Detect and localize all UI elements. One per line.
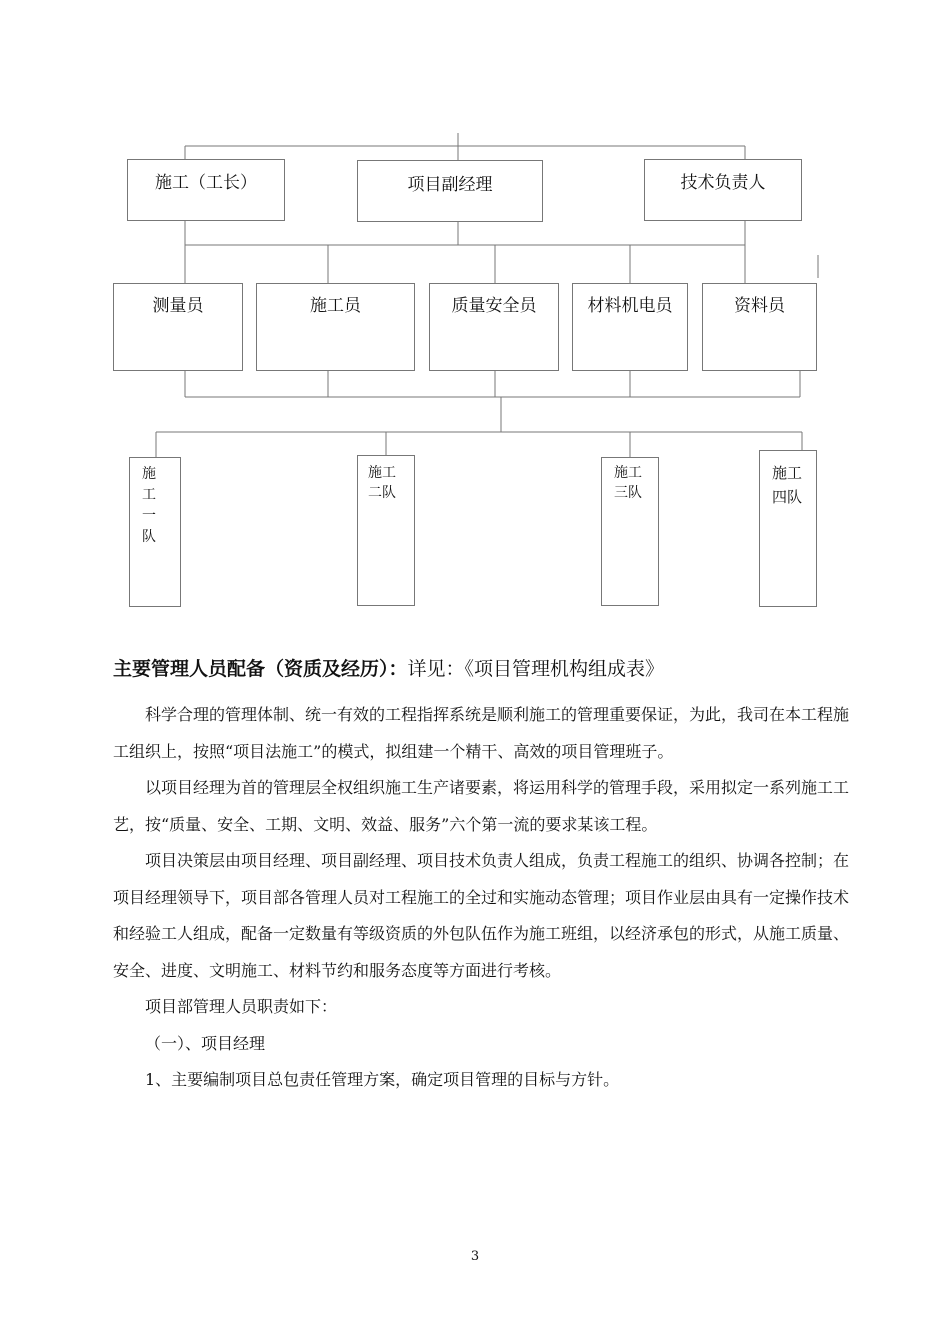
paragraph-2: 以项目经理为首的管理层全权组织施工生产诸要素，将运用科学的管理手段，采用拟定一系列施工工艺，按“质量、安全、工期、文明、效益、服务”六个第一流的要求某该工程。	[113, 778, 850, 834]
paragraph-4: 项目部管理人员职责如下：	[145, 997, 338, 1016]
box-team-1	[129, 457, 181, 607]
org-chart	[0, 0, 950, 620]
box-team-3	[601, 457, 659, 606]
page-number: 3	[470, 1249, 480, 1264]
box-surveyor	[113, 283, 243, 371]
paragraph-1: 科学合理的管理体制、统一有效的工程指挥系统是顺利施工的管理重要保证，为此，我司在本工程施工组织上，按照“项目法施工”的模式，拟组建一个精干、高效的项目管理班子。	[113, 705, 850, 761]
box-deputy-manager-label: 项目副经理	[407, 175, 493, 195]
box-surveyor-label: 测量员	[152, 296, 204, 316]
box-team-2-label: 施工二队	[368, 465, 396, 501]
box-deputy-manager	[357, 160, 543, 222]
box-documentation	[702, 283, 817, 371]
paragraph-3: 项目决策层由项目经理、项目副经理、项目技术负责人组成，负责工程施工的组织、协调各控制；在项目经理领导下，项目部各管理人员对工程施工的全过和实施动态管理；项目作业层由具有一定操作技术和经验工人组成，配备一定数量有等级资质的外包队伍作为施工班组，以经济承包的形式，从施工质量、安全、进度、文明施工、材料节约和服务态度等方面进行考核。	[113, 851, 850, 980]
box-construction-staff	[256, 283, 415, 371]
box-team-3-label: 施工三队	[614, 465, 642, 501]
box-team-1-label: 施工一队	[142, 466, 156, 545]
box-technical-lead-label: 技术负责人	[680, 173, 766, 193]
paragraph-5: （一）、项目经理	[145, 1033, 266, 1053]
body-text	[113, 697, 853, 1099]
box-site-foreman	[127, 159, 285, 221]
box-site-foreman-label: 施工（工长）	[155, 173, 257, 193]
box-team-4-label: 施工四队	[772, 464, 803, 506]
paragraph-6: 1、主要编制项目总包责任管理方案，确定项目管理的目标与方针。	[145, 1070, 620, 1089]
box-team-2	[357, 455, 415, 606]
box-technical-lead	[644, 159, 802, 221]
box-materials-equipment-label: 材料机电员	[587, 296, 673, 316]
box-materials-equipment	[572, 283, 688, 371]
box-construction-staff-label: 施工员	[310, 296, 361, 316]
section-heading-bold: 主要管理人员配备（资质及经历）：	[113, 658, 408, 680]
box-quality-safety	[429, 283, 559, 371]
box-documentation-label: 资料员	[734, 296, 785, 316]
box-team-4	[759, 450, 817, 607]
box-quality-safety-label: 质量安全员	[451, 296, 537, 316]
section-heading-reference: 详见：《项目管理机构组成表》	[407, 658, 665, 680]
section-heading	[113, 654, 664, 681]
